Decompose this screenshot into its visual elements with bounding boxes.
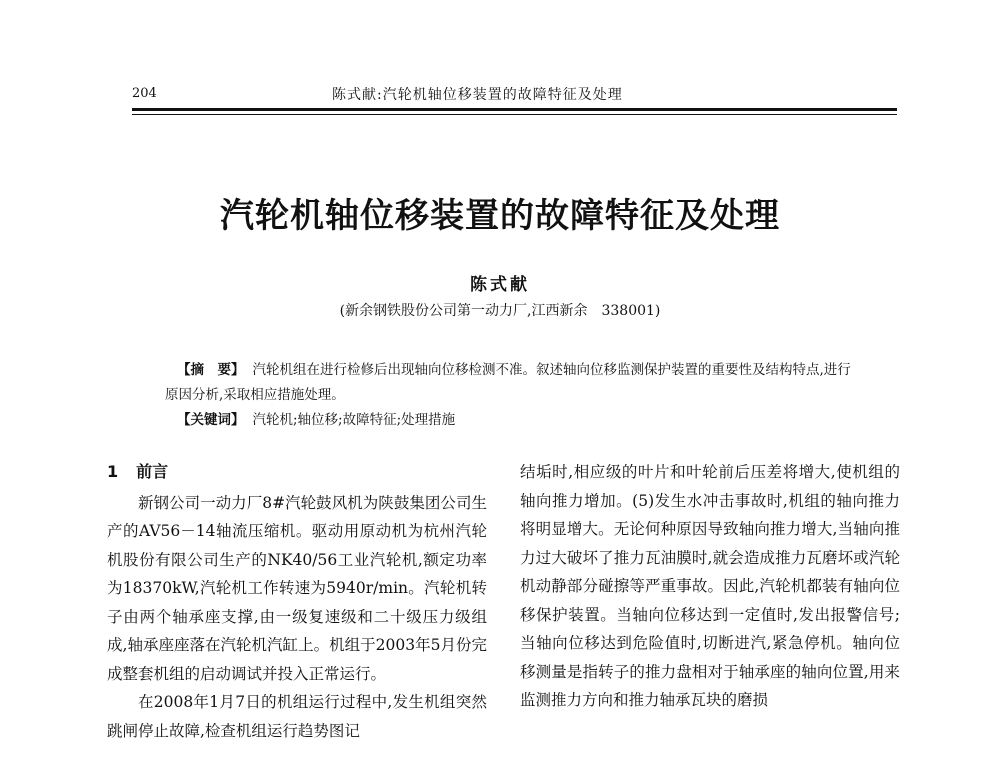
running-title: 陈式献:汽轮机轴位移装置的故障特征及处理 <box>332 87 623 103</box>
header-rule-thick <box>132 108 897 111</box>
author-affiliation: (新余钢铁股份公司第一动力厂,江西新余 338001) <box>339 303 661 319</box>
section-number: 1 <box>107 462 119 481</box>
abstract-label: 【摘 要】 <box>177 362 245 378</box>
paper-title: 汽轮机轴位移装置的故障特征及处理 <box>220 196 780 236</box>
header-rule-thin <box>132 114 897 115</box>
left-column <box>107 458 487 745</box>
running-header <box>132 84 897 106</box>
page-number: 204 <box>132 86 157 101</box>
keywords-block <box>177 408 455 428</box>
abstract-text: 汽轮机组在进行检修后出现轴向位移检测不准。叙述轴向位移监测保护装置的重要性及结构特点,进行原因分析,采取相应措施处理。 <box>165 362 851 403</box>
abstract-block <box>165 358 855 408</box>
keywords-text: 汽轮机;轴位移;故障特征;处理措施 <box>252 412 456 428</box>
keywords-label: 【关键词】 <box>177 412 245 428</box>
section-title: 前言 <box>136 462 169 481</box>
right-column <box>520 458 900 715</box>
left-paragraph-2: 在2008年1月7日的机组运行过程中,发生机组突然跳闸停止故障,检查机组运行趋势图记 <box>107 693 487 740</box>
left-paragraph-1: 新钢公司一动力厂8#汽轮鼓风机为陕鼓集团公司生产的AV56－14轴流压缩机。驱动用原动机为杭州汽轮机股份有限公司生产的NK40/56工业汽轮机,额定功率为18370kW,汽轮机工作转速为5940r/min。汽轮机转子由两个轴承座支撑,由一级复速级和二十级压力级组成,轴承座座落在汽轮机汽缸上。机组于2003年5月份完成整套机组的启动调试并投入正常运行。 <box>107 493 487 683</box>
right-paragraph-1: 结垢时,相应级的叶片和叶轮前后压差将增大,使机组的轴向推力增加。(5)发生水冲击事故时,机组的轴向推力将明显增大。无论何种原因导致轴向推力增大,当轴向推力过大破坏了推力瓦油膜时,就会造成推力瓦磨坏或汽轮机动静部分碰擦等严重事故。因此,汽轮机都装有轴向位移保护装置。当轴向位移达到一定值时,发出报警信号;当轴向位移达到危险值时,切断进汽,紧急停机。轴向位移测量是指转子的推力盘相对于轴承座的轴向位置,用来监测推力方向和推力轴承瓦块的磨损 <box>520 463 900 709</box>
section-heading <box>107 458 487 487</box>
author-name: 陈式献 <box>470 275 530 295</box>
